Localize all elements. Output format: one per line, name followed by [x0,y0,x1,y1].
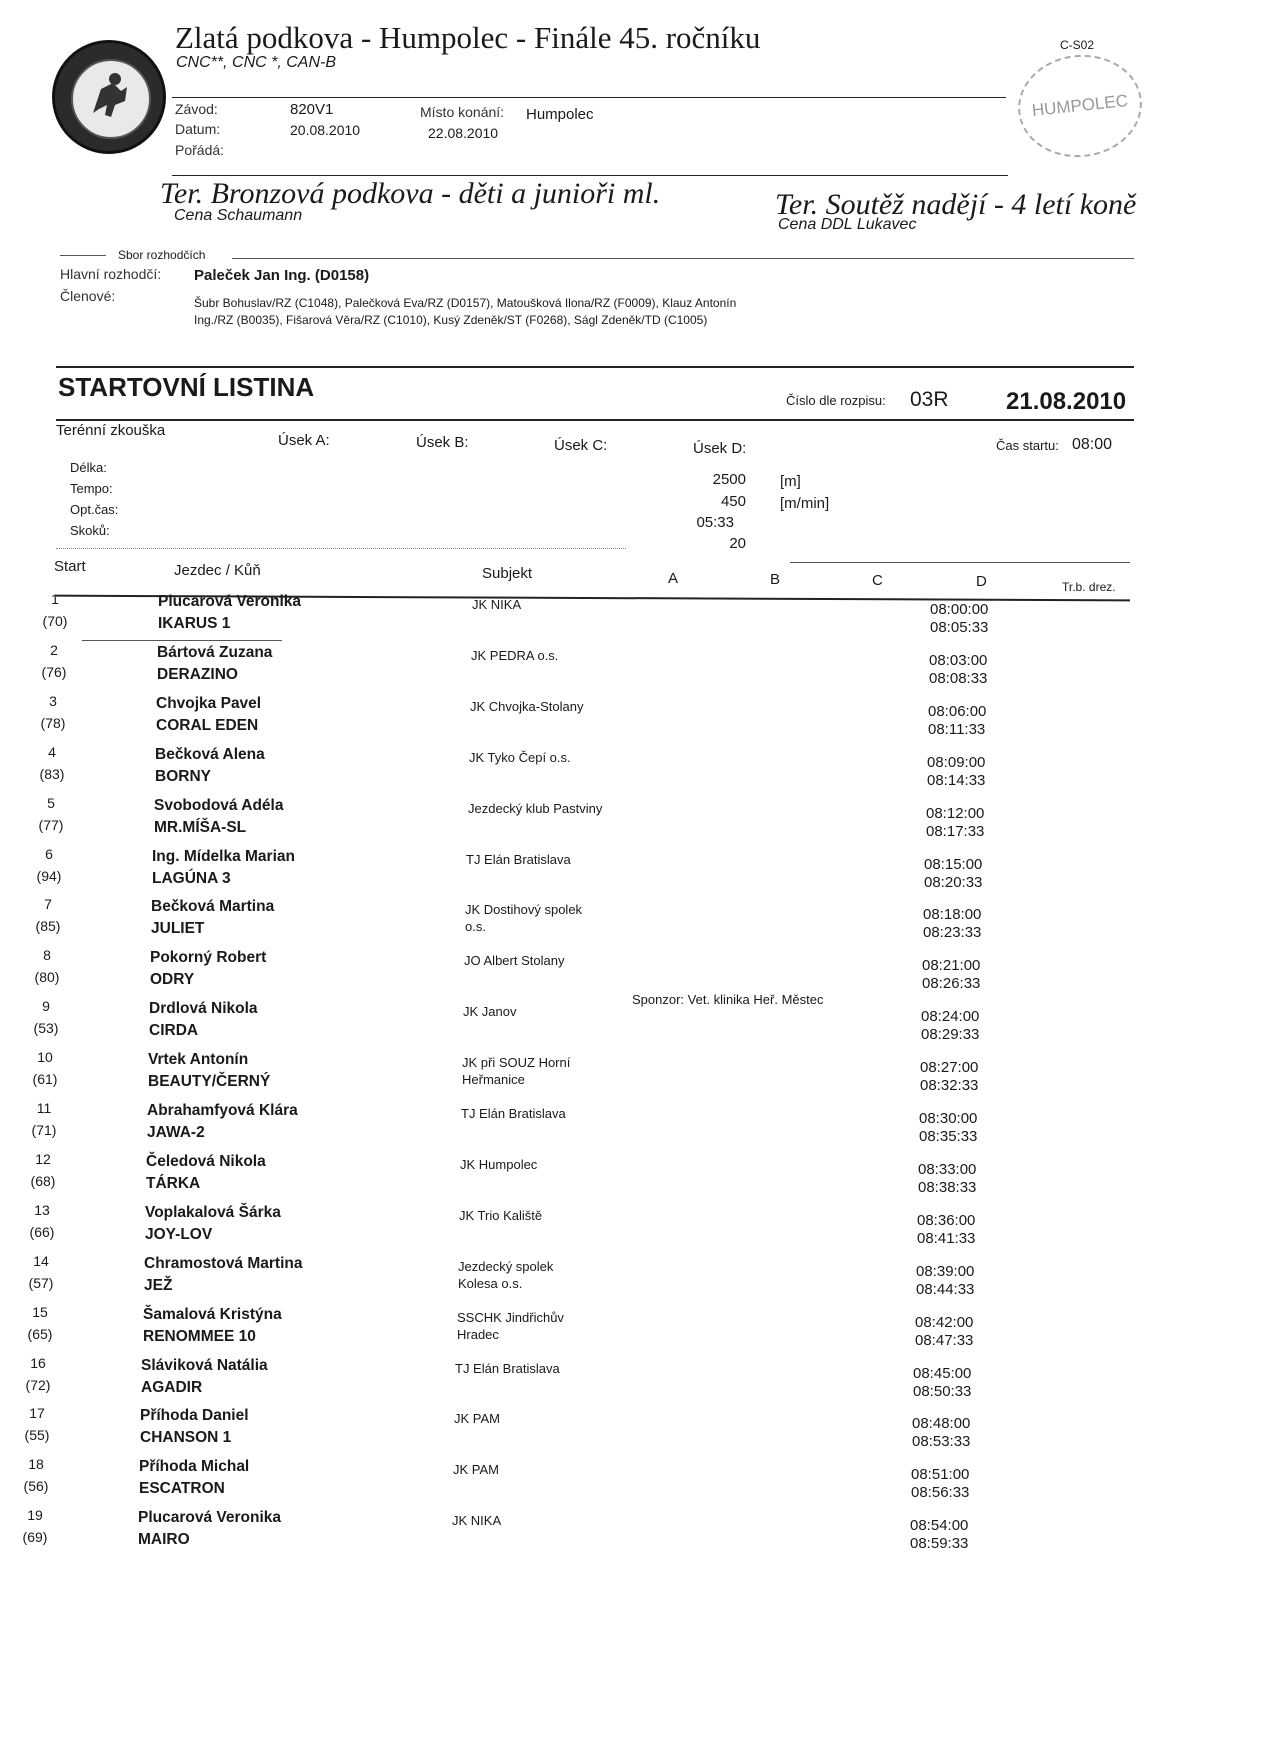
test-row-value: 05:33 [696,514,734,531]
start-number: 9 [42,998,50,1014]
event-levels: CNC**, CNC *, CAN-B [176,54,337,71]
finish-time: 08:38:33 [918,1179,977,1196]
horse-name: CIRDA [149,1022,199,1039]
usek-a-label: Úsek A: [278,432,330,449]
document-code: C-S02 [1060,38,1095,52]
rider-name: Plucarová Veronika [158,593,302,610]
listing-title: STARTOVNÍ LISTINA [58,372,315,402]
zavod-label: Závod: [175,101,218,117]
usek-c-label: Úsek C: [554,437,608,454]
subject-club [472,596,521,613]
col-rider-horse: Jezdec / Kůň [174,562,261,579]
subject-club [471,647,558,664]
subject-line: JK Trio Kaliště [459,1208,543,1223]
table-row [0,846,1269,897]
finish-time: 08:35:33 [919,1128,978,1145]
start-number: 11 [36,1100,52,1116]
horse-number: (71) [31,1122,57,1138]
start-time: 08:27:00 [920,1059,979,1076]
subject-line: Heřmanice [462,1072,525,1087]
subject-line: TJ Elán Bratislava [461,1106,566,1121]
start-number: 3 [49,693,57,709]
subject-club [465,901,582,935]
subject-line: Jezdecký klub Pastviny [468,801,603,816]
horse-name: AGADIR [141,1379,203,1396]
subject-club [460,1156,537,1173]
start-time: 08:24:00 [921,1008,980,1025]
finish-time: 08:59:33 [910,1535,969,1552]
horse-name: BORNY [155,768,211,785]
start-time: 08:15:00 [924,856,983,873]
test-row-value: 450 [720,493,746,510]
table-row [0,591,1275,642]
start-time: 08:18:00 [923,906,982,923]
federation-logo [52,40,166,154]
col-a: A [668,570,679,587]
subject-club [455,1360,560,1377]
subject-line: TJ Elán Bratislava [455,1361,560,1376]
subject-club [458,1258,553,1292]
table-row [0,693,1273,744]
cislo-label: Číslo dle rozpisu: [786,393,886,408]
porada-label: Pořádá: [175,142,225,158]
subject-club [466,851,571,868]
rider-name: Čeledová Nikola [146,1153,266,1170]
misto-value: Humpolec [526,106,594,123]
start-number: 6 [45,846,53,862]
zavod-value: 820V1 [290,101,334,118]
subject-line: JK při SOUZ Horní [462,1055,571,1070]
horse-name: DERAZINO [157,666,238,683]
horse-number: (94) [36,868,62,884]
finish-time: 08:50:33 [913,1383,972,1400]
table-row [0,1456,1256,1507]
table-row [0,642,1274,693]
horse-number: (80) [34,969,60,985]
horse-name: JOY-LOV [145,1226,213,1243]
event-title: Zlatá podkova - Humpolec - Finále 45. ročníku [175,20,761,55]
datum-to: 22.08.2010 [428,125,499,141]
listing-date: 21.08.2010 [1006,388,1127,415]
finish-time: 08:23:33 [923,924,982,941]
subject-line: TJ Elán Bratislava [466,852,571,867]
rider-name: Voplakalová Šárka [145,1204,281,1221]
finish-time: 08:17:33 [926,823,985,840]
table-row [0,1507,1255,1558]
finish-time: 08:26:33 [922,975,981,992]
start-time: 08:42:00 [915,1314,974,1331]
horse-name: TÁRKA [146,1175,201,1192]
test-row-value: 2500 [712,471,746,488]
start-time: 08:30:00 [919,1110,978,1127]
horse-number: (56) [23,1478,49,1494]
start-number: 5 [47,795,55,811]
table-row [0,1253,1261,1304]
rider-name: Sláviková Natália [141,1357,268,1374]
finish-time: 08:44:33 [916,1281,975,1298]
test-row-label: Tempo: [70,481,113,496]
horse-number: (70) [42,613,68,629]
subject-club [469,749,571,766]
col-c: C [872,572,883,589]
start-time: 08:51:00 [911,1466,970,1483]
horse-number: (66) [29,1224,55,1240]
sponsor-note: Sponzor: Vet. klinika Heř. Městec [632,992,824,1007]
test-row-value: 20 [729,535,746,552]
subject-club [459,1207,542,1224]
finish-time: 08:41:33 [917,1230,976,1247]
subject-line: JK Tyko Čepí o.s. [469,750,571,765]
head-judge-label: Hlavní rozhodčí: [60,266,162,282]
rider-name: Pokorný Robert [150,949,267,966]
table-row [0,1405,1257,1456]
test-row-unit: [m] [780,473,801,490]
rider-name: Šamalová Kristýna [143,1306,282,1323]
horse-name: JULIET [151,920,205,937]
datum-from: 20.08.2010 [290,122,361,138]
finish-time: 08:05:33 [930,619,989,636]
horse-name: IKARUS 1 [158,615,231,632]
finish-time: 08:29:33 [921,1026,980,1043]
horse-name: ESCATRON [139,1480,225,1497]
subject-club [470,698,583,715]
horse-name: RENOMMEE 10 [143,1328,256,1345]
horse-number: (65) [27,1326,53,1342]
finish-time: 08:20:33 [924,874,983,891]
horse-number: (57) [28,1275,54,1291]
finish-time: 08:47:33 [915,1332,974,1349]
organizer-stamp: HUMPOLEC [1013,49,1147,163]
start-time: 08:21:00 [922,957,981,974]
finish-time: 08:53:33 [912,1433,971,1450]
judges-section-label: Sbor rozhodčích [118,248,206,262]
start-number: 8 [43,947,51,963]
table-row [0,1049,1265,1100]
horse-name: MAIRO [138,1531,190,1548]
horse-number: (72) [25,1377,51,1393]
horse-name: MR.MÍŠA-SL [154,819,247,836]
start-time: 08:12:00 [926,805,985,822]
table-row [0,1355,1258,1406]
cislo-value: 03R [910,388,949,411]
start-time: 08:33:00 [918,1161,977,1178]
col-trb-drez: Tr.b. drez. [1062,580,1116,594]
cas-startu-value: 08:00 [1072,436,1113,453]
subject-club [464,952,564,969]
subject-line: Hradec [457,1327,499,1342]
members-line-1: Šubr Bohuslav/RZ (C1048), Palečková Eva/RZ (D0157), Matoušková Ilona/RZ (F0009), Klauz Antonín [194,296,737,310]
horse-number: (55) [24,1427,50,1443]
subject-club [468,800,602,817]
start-time: 08:09:00 [927,754,986,771]
subject-line: SSCHK Jindřichův [457,1310,564,1325]
test-row-label: Délka: [70,460,107,475]
rider-name: Vrtek Antonín [148,1051,249,1068]
competition-right-title: Ter. Soutěž nadějí - 4 letí koně [775,188,1137,221]
test-label: Terénní zkouška [56,422,166,439]
start-number: 7 [44,896,52,912]
horse-name: CORAL EDEN [156,717,259,734]
subject-line: JK Dostihový spolek [465,902,583,917]
rider-name: Chramostová Martina [144,1255,303,1272]
misto-label: Místo konání: [420,104,505,120]
rider-name: Ing. Mídelka Marian [152,848,295,865]
horse-name: BEAUTY/ČERNÝ [148,1073,271,1090]
start-number: 14 [33,1253,49,1269]
subject-club [461,1105,566,1122]
subject-club [462,1054,570,1088]
rider-name: Abrahamfyová Klára [147,1102,298,1119]
start-time: 08:36:00 [917,1212,976,1229]
start-time: 08:06:00 [928,703,987,720]
subject-club [463,1003,516,1020]
usek-d-label: Úsek D: [693,440,747,457]
subject-club [452,1512,501,1529]
start-time: 08:39:00 [916,1263,975,1280]
subject-line: JK NIKA [452,1513,502,1528]
head-judge-value: Paleček Jan Ing. (D0158) [194,267,370,284]
test-row-unit: [m/min] [780,495,830,512]
subject-club [454,1410,500,1427]
rider-name: Příhoda Michal [139,1458,250,1475]
horse-name: JEŽ [144,1277,173,1294]
horse-number: (77) [38,817,64,833]
rider-name: Příhoda Daniel [140,1407,249,1424]
start-number: 18 [28,1456,44,1472]
start-time: 08:48:00 [912,1415,971,1432]
finish-time: 08:56:33 [911,1484,970,1501]
rider-name: Drdlová Nikola [149,1000,258,1017]
subject-club [457,1309,564,1343]
table-row [0,1151,1263,1202]
table-row [0,744,1272,795]
cas-startu-label: Čas startu: [996,438,1059,453]
horse-number: (78) [40,715,66,731]
horse-number: (61) [32,1071,58,1087]
horse-number: (69) [22,1529,48,1545]
subject-line: JO Albert Stolany [464,953,565,968]
horse-number: (68) [30,1173,56,1189]
horse-number: (53) [33,1020,59,1036]
table-row [0,795,1271,846]
subject-line: JK NIKA [472,597,522,612]
competition-right-sponsor: Cena DDL Lukavec [778,216,917,233]
finish-time: 08:08:33 [929,670,988,687]
rider-name: Plucarová Veronika [138,1509,282,1526]
col-d: D [976,573,987,590]
finish-time: 08:14:33 [927,772,986,789]
start-time: 08:45:00 [913,1365,972,1382]
horse-number: (85) [35,918,61,934]
subject-line: o.s. [465,919,486,934]
horse-name: JAWA-2 [147,1124,205,1141]
rider-name: Bečková Alena [155,746,265,763]
table-row [0,1304,1260,1355]
start-number: 16 [30,1355,46,1371]
start-number: 2 [50,642,58,658]
subject-line: Kolesa o.s. [458,1276,523,1291]
table-row [0,947,1267,998]
rider-name: Chvojka Pavel [156,695,262,712]
subject-line: JK PAM [454,1411,500,1426]
horse-name: CHANSON 1 [140,1429,232,1446]
start-number: 12 [35,1151,51,1167]
horse-number: (76) [41,664,67,680]
horse-number: (83) [39,766,65,782]
table-row [0,1202,1262,1253]
start-number: 13 [34,1202,50,1218]
rider-name: Svobodová Adéla [154,797,284,814]
subject-line: JK Humpolec [460,1157,538,1172]
start-time: 08:03:00 [929,652,988,669]
start-number: 15 [32,1304,48,1320]
subject-line: JK PEDRA o.s. [471,648,559,663]
competition-left-title: Ter. Bronzová podkova - děti a junioři ml. [160,177,661,210]
subject-line: Jezdecký spolek [458,1259,554,1274]
start-time: 08:54:00 [910,1517,969,1534]
col-start: Start [54,558,86,575]
finish-time: 08:11:33 [928,721,986,738]
finish-time: 08:32:33 [920,1077,979,1094]
subject-line: JK Janov [463,1004,517,1019]
usek-b-label: Úsek B: [416,434,469,451]
competition-left-sponsor: Cena Schaumann [174,207,303,224]
members-line-2: Ing./RZ (B0035), Fišarová Věra/RZ (C1010), Kusý Zdeněk/ST (F0268), Ságl Zdeněk/TD (C1005) [194,313,708,327]
start-number: 10 [37,1049,53,1065]
test-row-label: Opt.čas: [70,502,119,517]
table-row [0,1100,1264,1151]
test-row-label: Skoků: [70,523,110,538]
datum-label: Datum: [175,121,221,137]
start-number: 19 [27,1507,43,1523]
table-row [0,896,1268,947]
subject-line: JK Chvojka-Stolany [470,699,584,714]
col-subject: Subjekt [482,565,533,582]
col-b: B [770,571,781,588]
start-number: 4 [48,744,56,760]
rider-name: Bečková Martina [151,898,275,915]
start-number: 17 [29,1405,45,1421]
rider-name: Bártová Zuzana [157,644,273,661]
horse-name: LAGÚNA 3 [152,870,231,887]
members-label: Členové: [60,288,116,304]
horse-name: ODRY [150,971,195,988]
start-time: 08:00:00 [930,601,989,618]
subject-line: JK PAM [453,1462,499,1477]
start-number: 1 [51,591,59,607]
subject-club [453,1461,499,1478]
